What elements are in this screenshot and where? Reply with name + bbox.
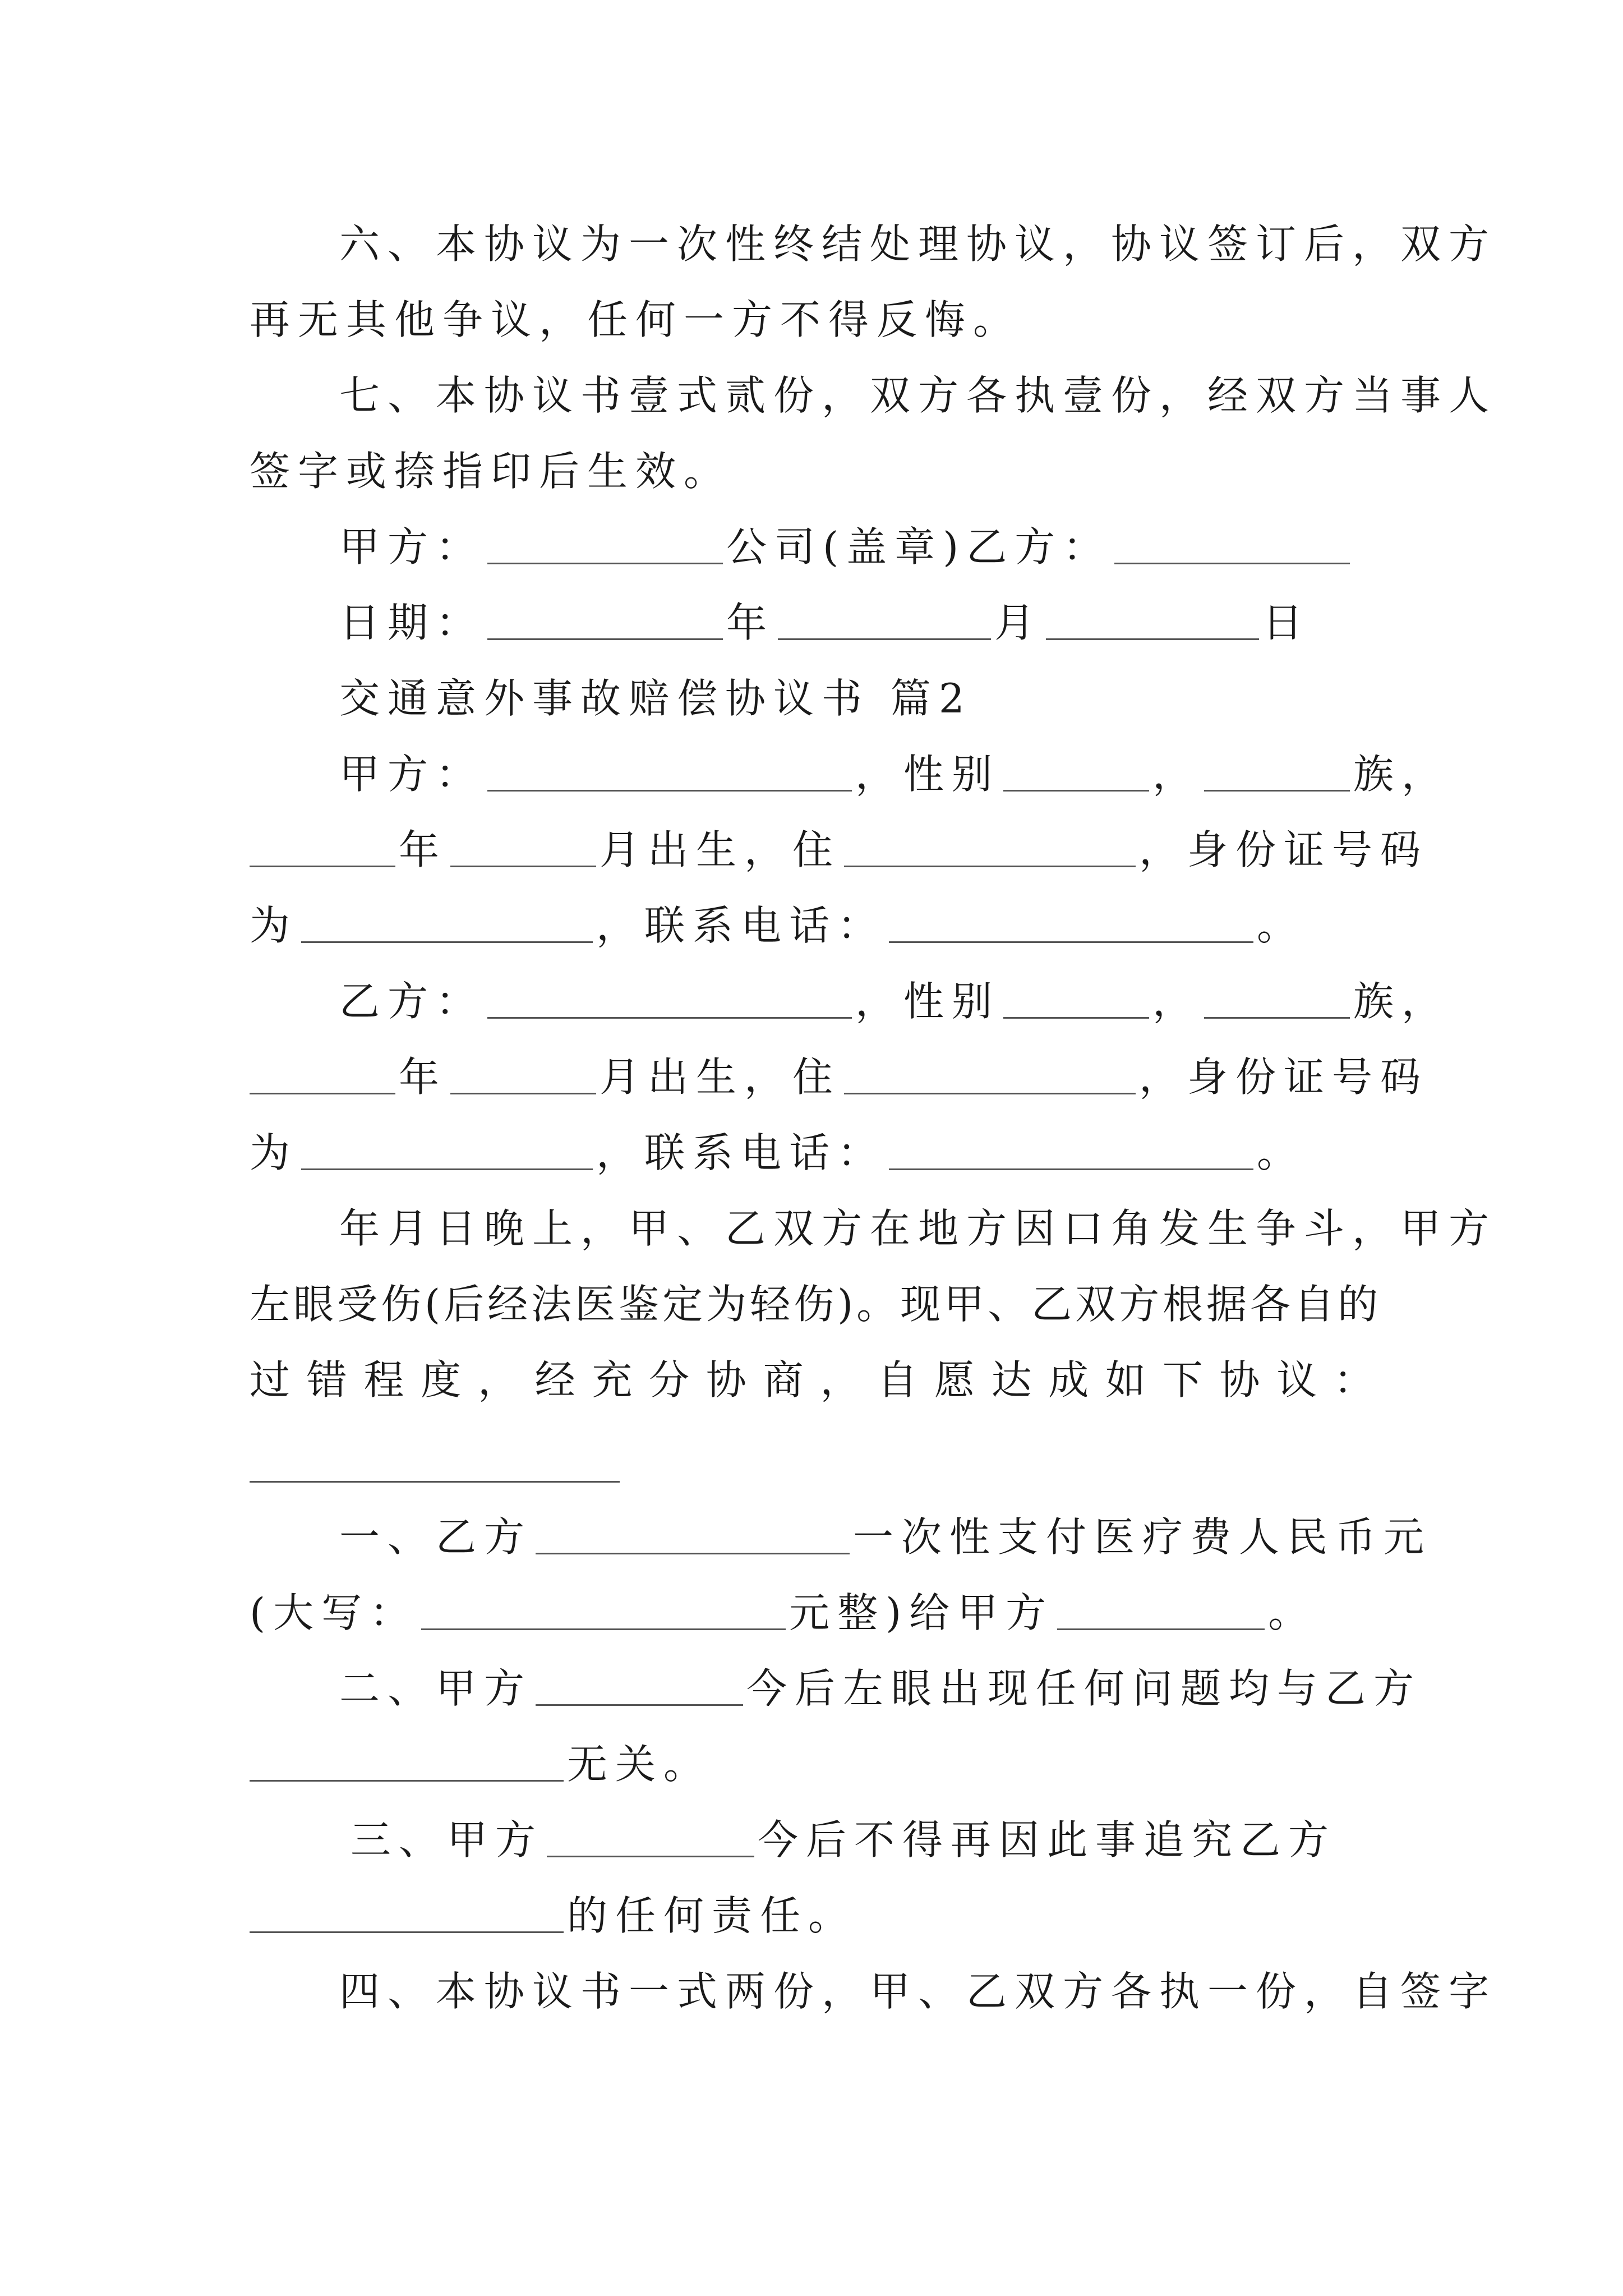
ethnicity-blank bbox=[1204, 754, 1350, 792]
gender-blank bbox=[1003, 754, 1149, 792]
term-2-line-2 bbox=[250, 1733, 1374, 1795]
party-a-info-line-3 bbox=[250, 895, 1374, 956]
term-2-blank-2 bbox=[250, 1744, 564, 1782]
gender-blank bbox=[1003, 981, 1149, 1019]
year-label: 年 bbox=[726, 599, 775, 646]
year-blank bbox=[487, 602, 723, 640]
term-1-text: 一次性支付医疗费人民币元 bbox=[853, 1513, 1432, 1561]
party-a-label: 甲方： bbox=[339, 751, 485, 798]
term-3-blank-2 bbox=[250, 1895, 564, 1933]
agreement-blank bbox=[250, 1481, 620, 1483]
term-3-end: 的任何责任。 bbox=[567, 1892, 857, 1939]
clause-6-line-2: 再无其他争议，任何一方不得反悔。 bbox=[250, 296, 1022, 343]
comma: ， bbox=[1152, 978, 1201, 1025]
birth-month-blank bbox=[450, 1057, 596, 1094]
clause-7-line-1: 七、本协议书壹式贰份，双方各执壹份，经双方当事人 bbox=[339, 372, 1497, 419]
comma: ， bbox=[1152, 751, 1201, 798]
ethnicity-blank bbox=[1204, 981, 1350, 1019]
term-1-line-1 bbox=[339, 1506, 1432, 1568]
birth-address-label: 月出生，住 bbox=[600, 826, 841, 873]
term-2-label: 二、甲方 bbox=[339, 1665, 533, 1712]
year-label: 年 bbox=[399, 1053, 448, 1101]
ethnicity-label: 族， bbox=[1353, 978, 1450, 1025]
phone-label: ，联系电话： bbox=[596, 1129, 886, 1176]
birth-year-blank bbox=[250, 1057, 395, 1094]
period: 。 bbox=[1268, 1589, 1317, 1636]
party-b-label: 乙方： bbox=[339, 978, 485, 1025]
party-a-name-blank bbox=[487, 754, 852, 792]
term-2-line-1 bbox=[339, 1658, 1422, 1719]
party-a-blank bbox=[487, 527, 723, 564]
id-number-blank bbox=[301, 905, 593, 943]
clause-7-line-2: 签字或捺指印后生效。 bbox=[250, 448, 732, 495]
term-3-text: 今后不得再因此事追究乙方 bbox=[758, 1816, 1337, 1864]
for-label: 为 bbox=[250, 902, 298, 949]
party-b-info-line-2 bbox=[250, 1046, 1429, 1108]
id-number-label: ，身份证号码 bbox=[1139, 826, 1429, 873]
term-3-label: 三、甲方 bbox=[351, 1816, 544, 1864]
phone-blank bbox=[889, 905, 1253, 943]
term-2-text: 今后左眼出现任何问题均与乙方 bbox=[746, 1665, 1422, 1712]
period: 。 bbox=[1257, 902, 1306, 949]
payment-label: 元整)给甲方 bbox=[789, 1589, 1054, 1636]
party-b-name-blank bbox=[487, 981, 852, 1019]
term-4-line-1: 四、本协议书一式两份，甲、乙双方各执一份，自签字 bbox=[339, 1968, 1497, 2015]
year-label: 年 bbox=[399, 826, 448, 873]
company-seal-label: 公司(盖章)乙方： bbox=[726, 523, 1112, 570]
address-blank bbox=[844, 830, 1136, 867]
id-number-blank bbox=[301, 1133, 593, 1170]
ethnicity-label: 族， bbox=[1353, 751, 1450, 798]
address-blank bbox=[844, 1057, 1136, 1094]
party-a-info-line-1 bbox=[339, 743, 1450, 805]
term-3-line-2 bbox=[250, 1885, 1374, 1947]
day-label: 日 bbox=[1262, 599, 1311, 646]
term-2-blank bbox=[536, 1668, 743, 1706]
term-1-label: 一、乙方 bbox=[339, 1513, 533, 1561]
term-1-blank bbox=[536, 1517, 850, 1554]
gender-label: ，性别 bbox=[855, 978, 1000, 1025]
id-number-label: ，身份证号码 bbox=[1139, 1053, 1429, 1101]
party-b-info-line-3 bbox=[250, 1122, 1374, 1184]
payee-blank bbox=[1057, 1593, 1265, 1630]
incident-line-2: 左眼受伤(后经法医鉴定为轻伤)。现甲、乙双方根据各自的 bbox=[250, 1281, 1382, 1328]
term-2-end: 无关。 bbox=[567, 1741, 712, 1788]
term-3-blank bbox=[547, 1820, 754, 1857]
for-label: 为 bbox=[250, 1129, 298, 1176]
phone-label: ，联系电话： bbox=[596, 902, 886, 949]
capital-amount-blank bbox=[421, 1593, 786, 1630]
capital-amount-label: (大写： bbox=[250, 1589, 418, 1636]
birth-month-blank bbox=[450, 830, 596, 867]
incident-line-1: 年月日晚上，甲、乙双方在地方因口角发生争斗，甲方 bbox=[339, 1205, 1497, 1252]
party-a-label: 甲方： bbox=[339, 523, 485, 570]
day-blank bbox=[1046, 602, 1259, 640]
month-blank bbox=[778, 602, 991, 640]
month-label: 月 bbox=[994, 599, 1043, 646]
period: 。 bbox=[1257, 1129, 1306, 1176]
birth-year-blank bbox=[250, 830, 395, 867]
date-line bbox=[339, 592, 1374, 654]
section-title: 交通意外事故赔偿协议书 篇2 bbox=[339, 675, 972, 722]
signature-line bbox=[339, 516, 1374, 578]
birth-address-label: 月出生，住 bbox=[600, 1053, 841, 1101]
incident-line-3: 过错程度，经充分协商，自愿达成如下协议： bbox=[250, 1356, 1374, 1404]
phone-blank bbox=[889, 1133, 1253, 1170]
date-label: 日期： bbox=[339, 599, 485, 646]
party-a-info-line-2 bbox=[250, 819, 1429, 881]
clause-6-line-1: 六、本协议为一次性终结处理协议，协议签订后，双方 bbox=[339, 220, 1497, 268]
gender-label: ，性别 bbox=[855, 751, 1000, 798]
term-3-line-1 bbox=[351, 1809, 1385, 1871]
party-b-blank bbox=[1114, 527, 1350, 564]
party-b-info-line-1 bbox=[339, 970, 1450, 1032]
term-1-line-2 bbox=[250, 1582, 1374, 1644]
